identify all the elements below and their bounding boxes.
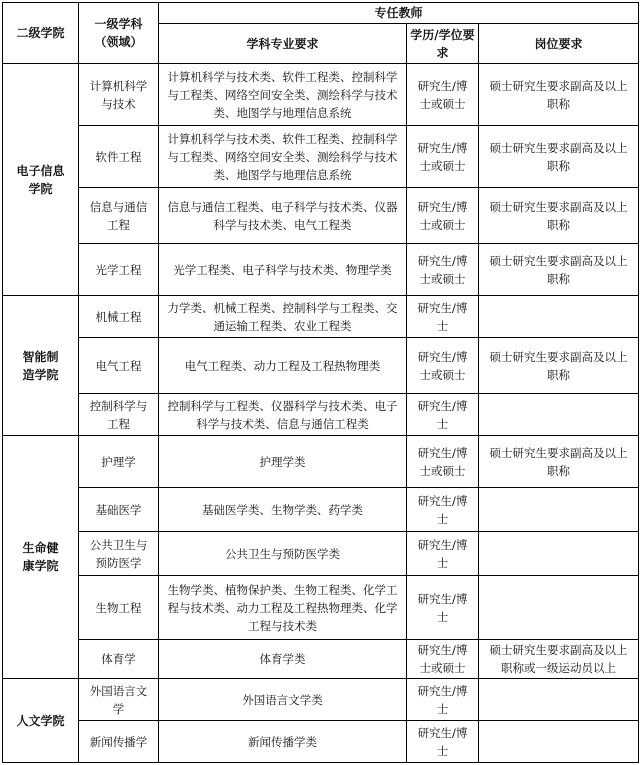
degree-requirement-cell: 研究生/博士或硕士: [407, 64, 479, 126]
discipline-cell: 电气工程: [79, 338, 159, 394]
table-row: [3, 721, 639, 763]
major-requirement-cell: 公共卫生与预防医学类: [159, 532, 407, 576]
post-requirement-cell: 硕士研究生要求副高及以上职称: [479, 64, 639, 126]
degree-requirement-cell: 研究生/博士或硕士: [407, 640, 479, 679]
header-discipline: 一级学科（领域）: [79, 3, 159, 64]
major-requirement-cell: 控制科学与工程类、仪器科学与技术类、电子科学与技术类、信息与通信工程类: [159, 394, 407, 436]
discipline-cell: 新闻传播学: [79, 721, 159, 763]
post-requirement-cell: 硕士研究生要求副高及以上职称: [479, 338, 639, 394]
discipline-cell: 公共卫生与预防医学: [79, 532, 159, 576]
discipline-cell: 软件工程: [79, 126, 159, 188]
post-requirement-cell: 硕士研究生要求副高及以上职称: [479, 244, 639, 296]
college-name: 电子信息学院: [3, 64, 79, 296]
post-requirement-cell: [479, 532, 639, 576]
table-row: [3, 394, 639, 436]
post-requirement-cell: [479, 721, 639, 763]
discipline-cell: 外国语言文学: [79, 679, 159, 721]
discipline-cell: 基础医学: [79, 488, 159, 532]
major-requirement-cell: 计算机科学与技术类、软件工程类、控制科学与工程类、网络空间安全类、测绘科学与技术类、地图学与地理信息系统: [159, 64, 407, 126]
major-requirement-cell: 护理学类: [159, 436, 407, 488]
degree-requirement-cell: 研究生/博士: [407, 679, 479, 721]
table-row: [3, 244, 639, 296]
header-post-req: 岗位要求: [479, 24, 639, 64]
post-requirement-cell: [479, 576, 639, 640]
header-major-req: 学科专业要求: [159, 24, 407, 64]
table-row: [3, 532, 639, 576]
discipline-cell: 机械工程: [79, 296, 159, 338]
major-requirement-cell: 力学类、机械工程类、控制科学与工程类、交通运输工程类、农业工程类: [159, 296, 407, 338]
discipline-cell: 生物工程: [79, 576, 159, 640]
table-row: [3, 640, 639, 679]
degree-requirement-cell: 研究生/博士: [407, 576, 479, 640]
college-name: 人文学院: [3, 679, 79, 763]
degree-requirement-cell: 研究生/博士: [407, 394, 479, 436]
discipline-cell: 光学工程: [79, 244, 159, 296]
post-requirement-cell: [479, 488, 639, 532]
degree-requirement-cell: 研究生/博士或硕士: [407, 244, 479, 296]
post-requirement-cell: 硕士研究生要求副高及以上职称: [479, 436, 639, 488]
major-requirement-cell: 信息与通信工程类、电子科学与技术类、仪器科学与技术类、电气工程类: [159, 188, 407, 244]
major-requirement-cell: 生物学类、植物保护类、生物工程类、化学工程与技术类、动力工程及工程热物理类、化学工程与技术类: [159, 576, 407, 640]
discipline-cell: 控制科学与工程: [79, 394, 159, 436]
major-requirement-cell: 外国语言文学类: [159, 679, 407, 721]
discipline-cell: 计算机科学与技术: [79, 64, 159, 126]
discipline-cell: 护理学: [79, 436, 159, 488]
major-requirement-cell: 新闻传播学类: [159, 721, 407, 763]
post-requirement-cell: 硕士研究生要求副高及以上职称或一级运动员以上: [479, 640, 639, 679]
post-requirement-cell: 硕士研究生要求副高及以上职称: [479, 188, 639, 244]
table-row: [3, 679, 639, 721]
table-row: [3, 64, 639, 126]
table-row: [3, 296, 639, 338]
major-requirement-cell: 计算机科学与技术类、软件工程类、控制科学与工程类、网络空间安全类、测绘科学与技术类、地图学与地理信息系统: [159, 126, 407, 188]
post-requirement-cell: [479, 296, 639, 338]
table-row: [3, 126, 639, 188]
degree-requirement-cell: 研究生/博士或硕士: [407, 338, 479, 394]
discipline-cell: 信息与通信工程: [79, 188, 159, 244]
degree-requirement-cell: 研究生/博士: [407, 721, 479, 763]
college-name: 生命健康学院: [3, 436, 79, 679]
degree-requirement-cell: 研究生/博士: [407, 488, 479, 532]
post-requirement-cell: [479, 679, 639, 721]
table-row: [3, 488, 639, 532]
major-requirement-cell: 光学工程类、电子科学与技术类、物理学类: [159, 244, 407, 296]
recruitment-table: [2, 2, 639, 763]
degree-requirement-cell: 研究生/博士: [407, 532, 479, 576]
header-college: 二级学院: [3, 3, 79, 64]
table-row: [3, 436, 639, 488]
post-requirement-cell: 硕士研究生要求副高及以上职称: [479, 126, 639, 188]
degree-requirement-cell: 研究生/博士或硕士: [407, 436, 479, 488]
major-requirement-cell: 基础医学类、生物学类、药学类: [159, 488, 407, 532]
college-name: 智能制造学院: [3, 296, 79, 436]
table-row: [3, 576, 639, 640]
major-requirement-cell: 体育学类: [159, 640, 407, 679]
header-degree-req: 学历/学位要求: [407, 24, 479, 64]
discipline-cell: 体育学: [79, 640, 159, 679]
major-requirement-cell: 电气工程类、动力工程及工程热物理类: [159, 338, 407, 394]
table-row: [3, 338, 639, 394]
degree-requirement-cell: 研究生/博士或硕士: [407, 126, 479, 188]
header-faculty: 专任教师: [159, 3, 639, 24]
post-requirement-cell: [479, 394, 639, 436]
degree-requirement-cell: 研究生/博士或硕士: [407, 188, 479, 244]
table-row: [3, 188, 639, 244]
degree-requirement-cell: 研究生/博士: [407, 296, 479, 338]
